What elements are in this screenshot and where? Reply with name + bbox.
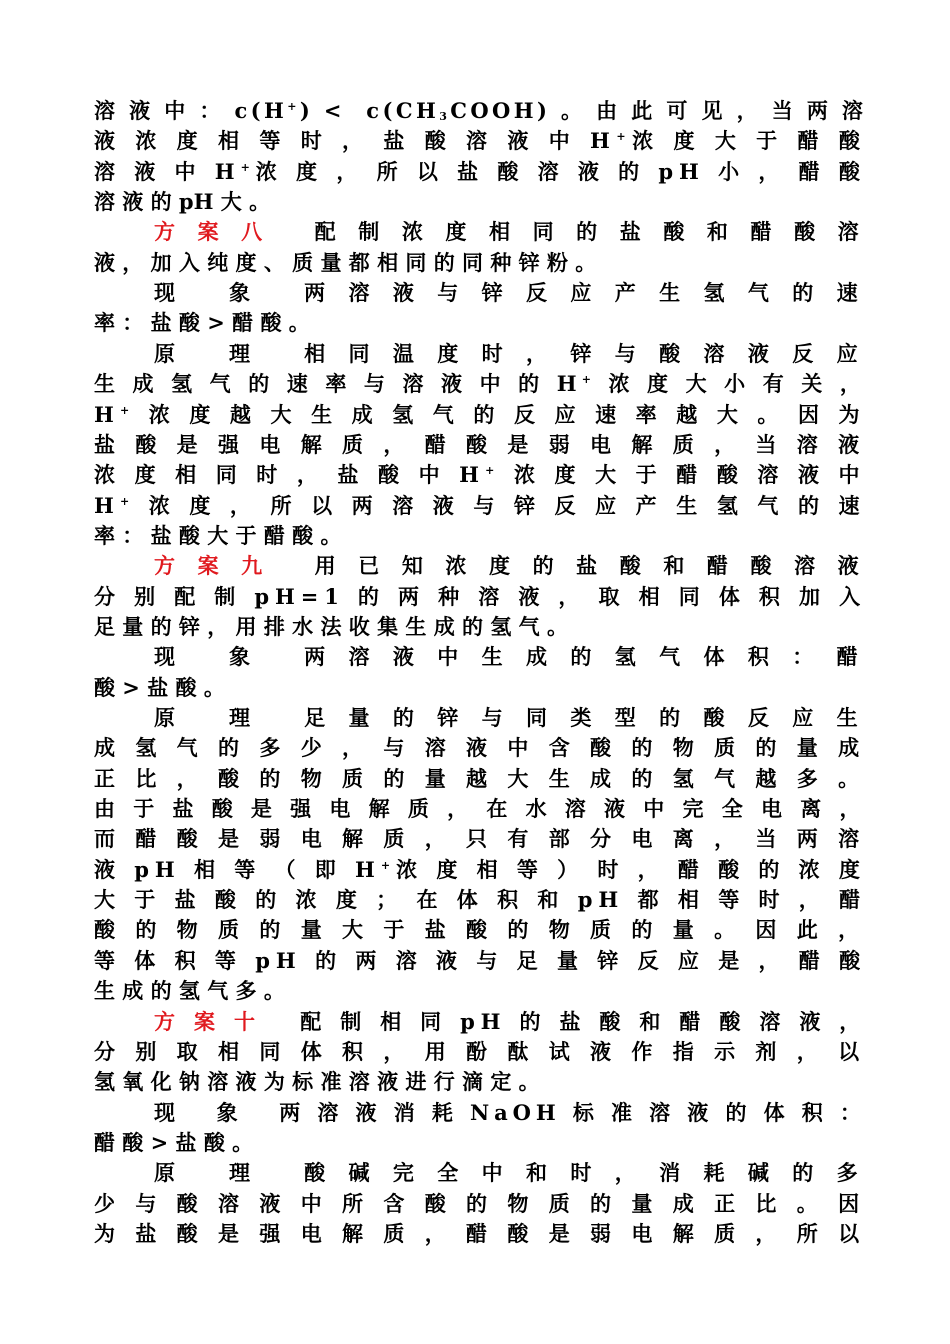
text-line <box>94 248 596 278</box>
text-run: 配 制 相 同 pH 的 盐 酸 和 醋 酸 溶 液 ， <box>260 1008 867 1034</box>
text-run: 率 ： 盐 酸 大 于 醋 酸 。 <box>94 522 342 548</box>
text-line <box>94 1189 866 1219</box>
text-line <box>154 1158 866 1188</box>
text-run: COOH) 。 由 此 可 见 ， 当 两 溶 <box>450 98 867 123</box>
text-line <box>94 794 866 824</box>
text-run: 生 成 氢 气 的 速 率 与 溶 液 中 的 H <box>94 371 582 397</box>
text-line <box>94 1128 253 1158</box>
section-heading: 方 案 九 <box>154 553 270 579</box>
text-run: 醋 酸 > 盐 酸 。 <box>94 1129 254 1155</box>
text-run: 溶 液 中 H <box>94 158 241 184</box>
text-run: 正 比 ， 酸 的 物 质 的 量 越 大 生 成 的 氢 气 越 多 。 <box>94 765 866 791</box>
text-line <box>94 369 866 399</box>
text-run: H <box>94 492 120 518</box>
text-line <box>94 157 866 187</box>
text-run: 现 象 两 溶 液 中 生 成 的 氢 气 体 积 ： 醋 <box>154 644 866 670</box>
text-line <box>94 612 568 642</box>
text-run: 为 盐 酸 是 强 电 解 质 ， 醋 酸 是 弱 电 解 质 ， 所 以 <box>94 1220 866 1246</box>
text-line <box>154 1098 866 1128</box>
text-run: ) < c(CH <box>299 98 440 123</box>
text-line <box>94 582 866 612</box>
text-run: H <box>94 401 120 427</box>
text-line <box>154 642 866 672</box>
text-run: 现 象 两 溶 液 与 锌 反 应 产 生 氢 气 的 速 <box>154 280 866 306</box>
text-run: 原 理 足 量 的 锌 与 同 类 型 的 酸 反 应 生 <box>154 705 866 730</box>
text-line <box>94 460 866 490</box>
text-run: 溶 液 中 ： c(H <box>94 98 288 123</box>
text-run: + <box>240 160 256 174</box>
text-run: 浓 度 大 于 醋 酸 溶 液 中 <box>500 462 866 488</box>
text-run: 足 量 的 锌 ， 用 排 水 法 收 集 生 成 的 氢 气 。 <box>94 613 568 639</box>
text-run: 原 理 相 同 温 度 时 ， 锌 与 酸 溶 液 反 应 <box>154 340 866 366</box>
text-run: + <box>485 464 501 478</box>
text-run: 氢 氧 化 钠 溶 液 为 标 准 溶 液 进 行 滴 定 。 <box>94 1069 540 1095</box>
text-line <box>94 976 285 1006</box>
text-run: 浓 度 ， 所 以 两 溶 液 与 锌 反 应 产 生 氢 气 的 速 <box>135 492 866 518</box>
text-run: 液 浓 度 相 等 时 ， 盐 酸 溶 液 中 H <box>94 128 617 154</box>
text-run: 浓 度 大 于 醋 酸 <box>632 128 867 154</box>
text-line <box>154 217 866 247</box>
text-line <box>94 1037 866 1067</box>
text-run: 原 理 酸 碱 完 全 中 和 时 ， 消 耗 碱 的 多 <box>154 1160 866 1186</box>
text-run: 少 与 酸 溶 液 中 所 含 酸 的 物 质 的 量 成 正 比 。 因 <box>94 1190 866 1216</box>
text-run: 现 象 两 溶 液 消 耗 NaOH 标 准 溶 液 的 体 积 ： <box>154 1099 866 1125</box>
text-run: + <box>581 373 597 387</box>
text-run: 浓 度 相 等 ） 时 ， 醋 酸 的 浓 度 <box>396 856 866 882</box>
text-run: 浓 度 ， 所 以 盐 酸 溶 液 的 pH 小 ， 醋 酸 <box>255 158 866 184</box>
text-line <box>94 946 866 976</box>
text-run: + <box>380 858 397 872</box>
text-run: 等 体 积 等 pH 的 两 溶 液 与 足 量 锌 反 应 是 ， 醋 酸 <box>94 947 867 973</box>
section-heading: 方 案 十 <box>154 1008 261 1034</box>
text-line <box>94 855 866 885</box>
text-run: 而 醋 酸 是 弱 电 解 质 ， 只 有 部 分 电 离 ， 当 两 溶 <box>94 826 866 852</box>
text-run: 酸 > 盐 酸 。 <box>94 674 225 700</box>
text-line <box>94 400 866 430</box>
text-run: 液 ， 加 入 纯 度 、 质 量 都 相 同 的 同 种 锌 粉 。 <box>94 249 597 275</box>
text-line <box>94 733 866 763</box>
text-run: 浓 度 相 同 时 ， 盐 酸 中 H <box>94 462 486 488</box>
text-run: 配 制 浓 度 相 同 的 盐 酸 和 醋 酸 溶 <box>269 219 867 245</box>
text-line <box>94 824 866 854</box>
text-run: 浓 度 越 大 生 成 氢 气 的 反 应 速 率 越 大 。 因 为 <box>135 401 866 427</box>
text-line <box>154 278 866 308</box>
text-line <box>94 915 866 945</box>
text-line <box>94 430 866 460</box>
text-run: 生 成 的 氢 气 多 。 <box>94 978 285 1004</box>
text-run: 率 ： 盐 酸 > 醋 酸 。 <box>94 310 310 336</box>
text-run: 盐 酸 是 强 电 解 质 ， 醋 酸 是 弱 电 解 质 ， 当 溶 液 <box>94 431 866 457</box>
text-run: 分 别 配 制 pH=1 的 两 种 溶 液 ， 取 相 同 体 积 加 入 <box>94 583 867 609</box>
text-line <box>94 1067 540 1097</box>
text-line <box>94 521 342 551</box>
text-line <box>94 96 866 126</box>
text-line <box>94 126 866 156</box>
text-run: 成 氢 气 的 多 少 ， 与 溶 液 中 含 酸 的 物 质 的 量 成 <box>94 735 866 761</box>
text-run: + <box>616 130 633 144</box>
text-run: + <box>119 494 136 508</box>
section-heading: 方 案 八 <box>154 219 270 245</box>
text-run: 酸 的 物 质 的 量 大 于 盐 酸 的 物 质 的 量 。 因 此 ， <box>94 917 866 943</box>
text-line <box>94 885 866 915</box>
text-run: 用 已 知 浓 度 的 盐 酸 和 醋 酸 溶 液 <box>269 553 867 579</box>
text-line <box>94 308 310 338</box>
text-run: 浓 度 大 小 有 关 ， <box>596 371 866 397</box>
text-line <box>94 491 866 521</box>
text-line <box>154 1007 866 1037</box>
text-line <box>154 339 866 369</box>
text-run: 液 pH 相 等 （ 即 H <box>94 856 381 882</box>
text-line <box>154 703 866 733</box>
text-line <box>154 551 866 581</box>
text-run: 大 于 盐 酸 的 浓 度 ； 在 体 积 和 pH 都 相 等 时 ， 醋 <box>94 887 867 913</box>
text-run: 由 于 盐 酸 是 强 电 解 质 ， 在 水 溶 液 中 完 全 电 离 ， <box>94 796 866 822</box>
text-run: 3 <box>439 110 451 123</box>
text-run: + <box>119 403 136 417</box>
text-line <box>94 673 225 703</box>
text-line <box>94 764 866 794</box>
text-run: 溶 液 的 pH 大 。 <box>94 189 271 215</box>
text-run: + <box>287 100 300 113</box>
text-line <box>94 187 270 217</box>
text-run: 分 别 取 相 同 体 积 ， 用 酚 酞 试 液 作 指 示 剂 ， 以 <box>94 1038 866 1064</box>
text-line <box>94 1219 866 1249</box>
